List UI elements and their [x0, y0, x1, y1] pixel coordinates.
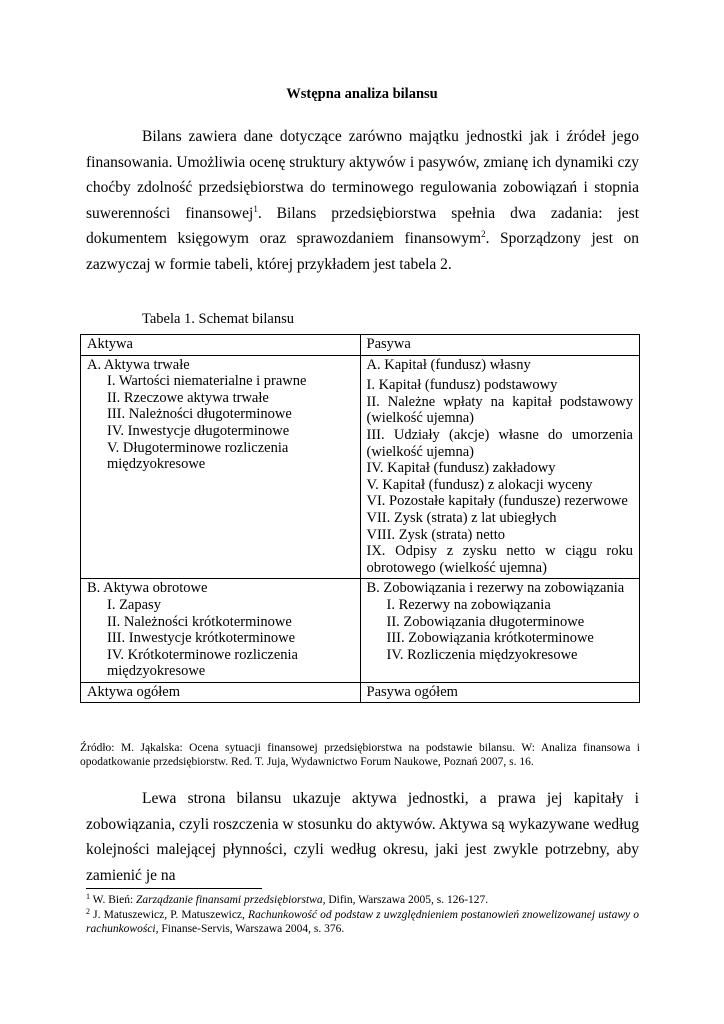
cell-zobowiazania	[360, 579, 640, 683]
list-item: I. Wartości niematerialne i prawne	[107, 373, 307, 390]
footnote-2	[86, 908, 639, 936]
section-title: B. Aktywa obrotowe	[87, 580, 208, 597]
list-item: VII. Zysk (strata) z lat ubiegłych	[366, 509, 557, 526]
list-item: III. Należności długoterminowe	[107, 406, 292, 423]
list-item: II. Należności krótkoterminowe	[107, 613, 292, 630]
footnote-separator	[86, 888, 262, 889]
footnote-1	[86, 893, 639, 907]
section-title: A. Aktywa trwałe	[87, 356, 190, 373]
table-header-row	[81, 335, 640, 356]
list-item: IV. Rozliczenia międzyokresowe	[386, 646, 578, 663]
paragraph-intro-part3: . Sporządzony jest on zazwyczaj w formie tabeli, której przykładem jest tabela 2.	[86, 230, 640, 273]
table-caption: Tabela 1. Schemat bilansu	[142, 311, 294, 327]
list-item: IV. Inwestycje długoterminowe	[107, 422, 290, 439]
footer-aktywa-ogolem: Aktywa ogółem	[81, 682, 361, 703]
footnote-author: W. Bień:	[92, 894, 137, 906]
list-item: III. Udziały (akcje) własne do umorzenia (wielkość ujemna)	[366, 426, 633, 460]
footnote-author: J. Matuszewicz, P. Matuszewicz,	[93, 909, 249, 922]
header-aktywa: Aktywa	[81, 335, 361, 356]
footnote-ref-2[interactable]: 2	[481, 229, 486, 240]
cell-aktywa-obrotowe	[81, 579, 361, 683]
footnote-number: 1	[86, 892, 90, 901]
list-item: IV. Krótkoterminowe rozliczenia międzyokresowe	[107, 646, 298, 680]
table-source: Źródło: M. Jąkalska: Ocena sytuacji finansowej przedsiębiorstwa na podstawie bilansu. W: Analiza finansowa i opodatkowanie przedsiębiorstw. Red. T. Juja, Wydawnictwo Forum Naukowe, Poznań 2007, s. 16.	[80, 742, 640, 768]
list-item: III. Inwestycje krótkoterminowe	[107, 630, 296, 647]
list-item: III. Zobowiązania krótkoterminowe	[386, 630, 594, 647]
list-item: I. Zapasy	[107, 596, 161, 613]
list-item: V. Kapitał (fundusz) z alokacji wyceny	[366, 476, 593, 493]
section-title: A. Kapitał (fundusz) własny	[366, 356, 531, 373]
paragraph-intro-part1: Bilans zawiera dane dotyczące zarówno majątku jednostki jak i źródeł jego finansowania. Umożliwia ocenę struktury aktywów i pasywów, zmianę ich dynamiki czy choćby zdolność przedsiębiorstwa do terminowego regulowania zobowiązań i stopnia suwerenności finansowej	[86, 128, 639, 222]
footnote-ref-1[interactable]: 1	[253, 203, 258, 214]
table-row-section-a	[81, 355, 640, 579]
page-title: Wstępna analiza bilansu	[286, 86, 438, 102]
footnote-rest: Difin, Warszawa 2005, s. 126-127.	[325, 894, 489, 906]
list-item: VIII. Zysk (strata) netto	[366, 526, 506, 543]
paragraph-assets	[86, 786, 639, 888]
header-pasywa: Pasywa	[360, 335, 640, 356]
list-item: II. Rzeczowe aktywa trwałe	[107, 389, 269, 406]
cell-aktywa-trwale	[81, 355, 361, 579]
footnote-title: Zarządzanie finansami przedsiębiorstwa,	[136, 894, 326, 906]
list-item: IV. Kapitał (fundusz) zakładowy	[366, 460, 556, 477]
list-item: I. Kapitał (fundusz) podstawowy	[366, 377, 558, 394]
section-title: B. Zobowiązania i rezerwy na zobowiązania	[366, 580, 625, 597]
footnote-rest: Finanse-Servis, Warszawa 2004, s. 376.	[158, 923, 345, 936]
table-row-section-b	[81, 579, 640, 683]
paragraph-assets-text: Lewa strona bilansu ukazuje aktywa jednostki, a prawa jej kapitały i zobowiązania, czyli roszczenia w stosunku do aktywów. Aktywa są wykazywane według kolejności malejącej płynności, czyli według okresu, jaki jest zwykle potrzebny, aby zamienić je na	[86, 790, 639, 884]
list-item: II. Należne wpłaty na kapitał podstawowy (wielkość ujemna)	[366, 393, 633, 427]
list-item: VI. Pozostałe kapitały (fundusze) rezerwowe	[366, 493, 628, 510]
paragraph-intro-part2: . Bilans przedsiębiorstwa spełnia dwa zadania: jest dokumentem księgowym oraz sprawozdaniem finansowym	[86, 204, 640, 248]
table-footer-row	[81, 682, 640, 703]
footnotes	[86, 893, 639, 938]
list-item: V. Długoterminowe rozliczenia międzyokresowe	[107, 439, 289, 473]
list-item: IX. Odpisy z zysku netto w ciągu roku obrotowego (wielkość ujemna)	[366, 543, 633, 576]
footnote-number: 2	[86, 907, 90, 917]
balance-sheet-table	[80, 334, 640, 703]
list-item: II. Zobowiązania długoterminowe	[386, 613, 585, 630]
list-item: I. Rezerwy na zobowiązania	[386, 596, 551, 613]
cell-kapital-wlasny	[360, 355, 640, 579]
footnote-title: Rachunkowość od podstaw z uwzględnieniem postanowień znowelizowanej ustawy o rachunkowości,	[86, 909, 639, 936]
footer-pasywa-ogolem: Pasywa ogółem	[360, 682, 640, 703]
paragraph-intro	[86, 124, 639, 278]
